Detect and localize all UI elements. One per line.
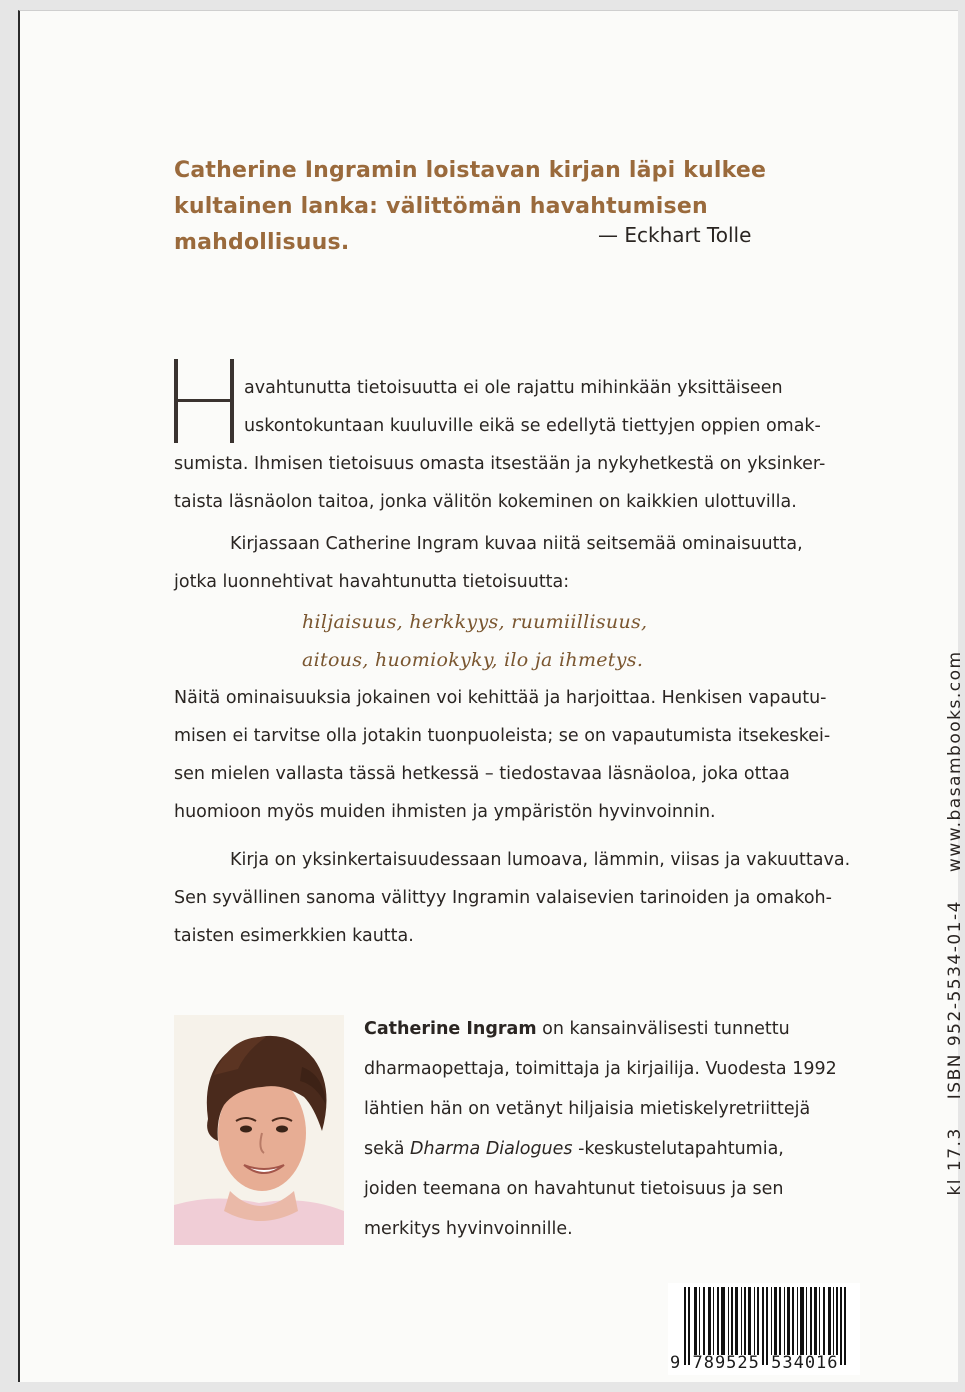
- para4-line-1: Kirja on yksinkertaisuudessaan lumoava, lämmin, viisas ja vakuuttava.: [230, 850, 851, 870]
- bio-line-5: joiden teemana on havahtunut tietoisuus ja sen: [364, 1179, 784, 1199]
- quote-author: — Eckhart Tolle: [598, 223, 752, 247]
- para4-line-3: taisten esimerkkien kautta.: [174, 926, 414, 946]
- para3-line-2: misen ei tarvitse olla jotakin tuonpuoleista; se on vapautumista itsekeskei-: [174, 726, 831, 746]
- paragraph-4: [174, 841, 864, 955]
- bio-line-4-pre: sekä: [364, 1139, 410, 1159]
- para3-line-1: Näitä ominaisuuksia jokainen voi kehittää ja harjoittaa. Henkisen vapautu-: [174, 688, 827, 708]
- author-photo: [174, 1015, 344, 1245]
- intro-para-top: [244, 369, 864, 445]
- barcode-digits: 9 789525 534016: [670, 1353, 839, 1373]
- bio-line-4-italic: Dharma Dialogues: [410, 1139, 573, 1159]
- author-bio: [364, 1009, 864, 1249]
- endorsement-quote: [174, 153, 874, 261]
- paragraph-3: [174, 679, 864, 831]
- isbn-text: ISBN 952-5534-01-4: [945, 900, 965, 1100]
- qualities-line-2: aitous, huomiokyky, ilo ja ihmetys.: [302, 649, 644, 671]
- para3-line-4: huomioon myös muiden ihmisten ja ympäristön hyvinvoinnin.: [174, 802, 716, 822]
- para2-line-2: jotka luonnehtivat havahtunutta tietoisuutta:: [174, 572, 570, 592]
- quote-line-2: kultainen lanka: välittömän havahtumisen mahdollisuus.: [174, 194, 708, 255]
- intro-line-3: sumista. Ihmisen tietoisuus omasta itsestään ja nykyhetkestä on yksinker-: [174, 454, 826, 474]
- book-back-cover: [18, 10, 965, 1382]
- para3-line-3: sen mielen vallasta tässä hetkessä – tiedostavaa läsnäoloa, joka ottaa: [174, 764, 790, 784]
- bio-line-1-rest: on kansainvälisesti tunnettu: [536, 1019, 790, 1039]
- spine-side-text: [945, 636, 965, 1209]
- intro-para-bottom: [174, 445, 864, 521]
- paragraph-2: [174, 525, 864, 601]
- bio-line-4-post: -keskustelutapahtumia,: [572, 1139, 784, 1159]
- bio-line-6: merkitys hyvinvoinnille.: [364, 1219, 573, 1239]
- classification-code: kl 17.3: [945, 1127, 965, 1196]
- bio-line-2: dharmaopettaja, toimittaja ja kirjailija. Vuodesta 1992: [364, 1059, 837, 1079]
- para4-line-2: Sen syvällinen sanoma välittyy Ingramin valaisevien tarinoiden ja omakoh-: [174, 888, 832, 908]
- qualities-line-1: hiljaisuus, herkkyys, ruumiillisuus,: [302, 611, 648, 633]
- website-text: www.basambooks.com: [945, 650, 965, 873]
- bio-author-name: Catherine Ingram: [364, 1019, 537, 1039]
- intro-line-1: avahtunutta tietoisuutta ei ole rajattu mihinkään yksittäiseen: [244, 378, 783, 398]
- quote-line-1: Catherine Ingramin loistavan kirjan läpi kulkee: [174, 158, 767, 183]
- bio-line-3: lähtien hän on vetänyt hiljaisia mietiskelyretriittejä: [364, 1099, 811, 1119]
- drop-cap-h: [174, 359, 234, 443]
- intro-line-2: uskontokuntaan kuuluville eikä se edellytä tiettyjen oppien omak-: [244, 416, 821, 436]
- intro-line-4: taista läsnäolon taitoa, jonka välitön kokeminen on kaikkien ulottuvilla.: [174, 492, 797, 512]
- para2-line-1: Kirjassaan Catherine Ingram kuvaa niitä seitsemää ominaisuutta,: [230, 534, 803, 554]
